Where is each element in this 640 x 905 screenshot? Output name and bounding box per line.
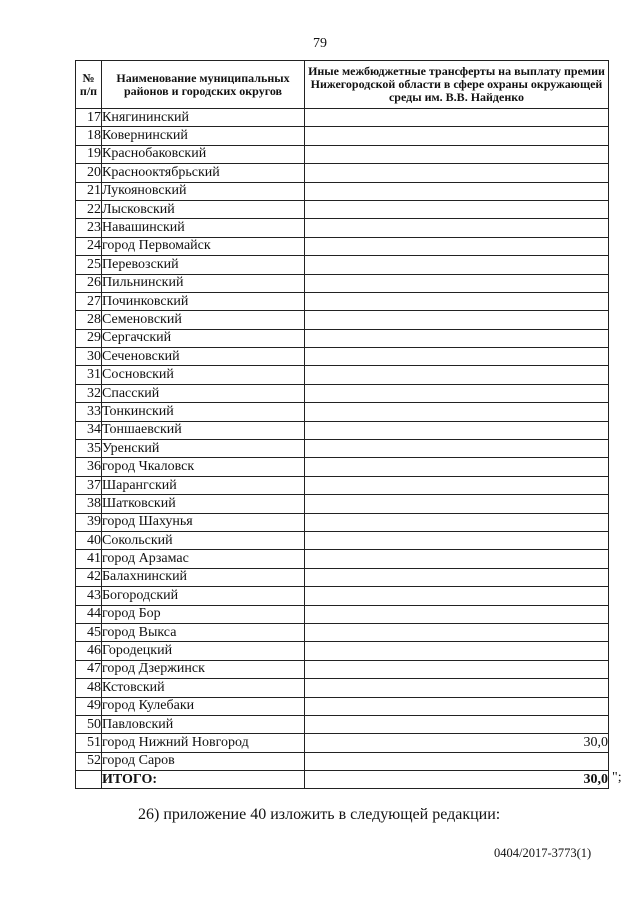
row-name: Краснооктябрьский <box>102 164 305 182</box>
table-row <box>76 458 609 476</box>
row-name: Шарангский <box>102 476 305 494</box>
row-name: Сергачский <box>102 329 305 347</box>
row-value <box>305 219 609 237</box>
row-name: Ковернинский <box>102 127 305 145</box>
table-row <box>76 200 609 218</box>
closing-quote: "; <box>612 770 622 785</box>
row-number: 39 <box>76 513 102 531</box>
row-value <box>305 495 609 513</box>
row-number: 49 <box>76 697 102 715</box>
table-row <box>76 237 609 255</box>
row-name: Уренский <box>102 440 305 458</box>
row-name: Спасский <box>102 384 305 402</box>
row-number: 21 <box>76 182 102 200</box>
row-name: Лысковский <box>102 200 305 218</box>
row-name: Шатковский <box>102 495 305 513</box>
document-code: 0404/2017-3773(1) <box>494 846 592 860</box>
row-number: 32 <box>76 384 102 402</box>
header-num: № п/п <box>76 61 102 109</box>
table-row <box>76 568 609 586</box>
table-row <box>76 292 609 310</box>
table-row <box>76 164 609 182</box>
row-value <box>305 329 609 347</box>
header-value: Иные межбюджетные трансферты на выплату премии Нижегородской области в сфере охраны окружающей среды им. В.В. Найденко <box>305 61 609 109</box>
row-name: город Выкса <box>102 623 305 641</box>
row-number: 28 <box>76 311 102 329</box>
row-value <box>305 660 609 678</box>
row-name: город Чкаловск <box>102 458 305 476</box>
row-number: 38 <box>76 495 102 513</box>
table-row <box>76 182 609 200</box>
row-value <box>305 109 609 127</box>
row-number: 45 <box>76 623 102 641</box>
table-row <box>76 605 609 623</box>
table-row <box>76 256 609 274</box>
row-name: Семеновский <box>102 311 305 329</box>
row-value <box>305 679 609 697</box>
table-row <box>76 109 609 127</box>
row-name: Перевозский <box>102 256 305 274</box>
table-row <box>76 274 609 292</box>
row-value <box>305 715 609 733</box>
row-number: 42 <box>76 568 102 586</box>
table-row <box>76 550 609 568</box>
table-row <box>76 660 609 678</box>
table-row <box>76 476 609 494</box>
row-number: 41 <box>76 550 102 568</box>
row-name: Краснобаковский <box>102 145 305 163</box>
row-name: Кстовский <box>102 679 305 697</box>
row-name: Тонкинский <box>102 403 305 421</box>
row-number: 18 <box>76 127 102 145</box>
row-number: 25 <box>76 256 102 274</box>
row-number: 31 <box>76 366 102 384</box>
row-number: 48 <box>76 679 102 697</box>
table-row <box>76 531 609 549</box>
row-number: 19 <box>76 145 102 163</box>
row-name: город Арзамас <box>102 550 305 568</box>
table-row <box>76 403 609 421</box>
row-number: 51 <box>76 734 102 752</box>
table-row <box>76 145 609 163</box>
row-name: город Нижний Новгород <box>102 734 305 752</box>
row-number: 44 <box>76 605 102 623</box>
row-value <box>305 200 609 218</box>
row-number: 36 <box>76 458 102 476</box>
row-value <box>305 292 609 310</box>
row-value <box>305 605 609 623</box>
row-name: Сеченовский <box>102 348 305 366</box>
row-number: 23 <box>76 219 102 237</box>
row-name: город Дзержинск <box>102 660 305 678</box>
row-number: 47 <box>76 660 102 678</box>
row-value <box>305 164 609 182</box>
row-number: 26 <box>76 274 102 292</box>
table-row <box>76 513 609 531</box>
instruction-text: 26) приложение 40 изложить в следующей редакции: <box>138 806 501 823</box>
row-name: Тоншаевский <box>102 421 305 439</box>
row-name: Лукояновский <box>102 182 305 200</box>
row-number: 20 <box>76 164 102 182</box>
row-number: 52 <box>76 752 102 770</box>
table-row <box>76 384 609 402</box>
row-number: 46 <box>76 642 102 660</box>
row-value <box>305 403 609 421</box>
table-row <box>76 366 609 384</box>
row-name: Навашинский <box>102 219 305 237</box>
row-name: Княгининский <box>102 109 305 127</box>
total-value: 30,0 <box>305 771 609 789</box>
transfers-table <box>75 60 609 789</box>
row-name: Городецкий <box>102 642 305 660</box>
table-row <box>76 752 609 770</box>
row-value <box>305 384 609 402</box>
table-row <box>76 734 609 752</box>
table-row <box>76 642 609 660</box>
row-value <box>305 348 609 366</box>
row-value <box>305 568 609 586</box>
row-number: 24 <box>76 237 102 255</box>
row-value <box>305 274 609 292</box>
row-name: город Бор <box>102 605 305 623</box>
table-row <box>76 679 609 697</box>
row-value <box>305 127 609 145</box>
row-value <box>305 182 609 200</box>
row-number: 34 <box>76 421 102 439</box>
table-row <box>76 311 609 329</box>
page-number: 79 <box>313 36 327 51</box>
row-value <box>305 697 609 715</box>
table-row <box>76 495 609 513</box>
row-value <box>305 623 609 641</box>
table-row <box>76 127 609 145</box>
row-name: город Кулебаки <box>102 697 305 715</box>
row-value <box>305 458 609 476</box>
row-value <box>305 531 609 549</box>
row-number: 27 <box>76 292 102 310</box>
table-body <box>76 109 609 771</box>
table-row <box>76 329 609 347</box>
row-number: 17 <box>76 109 102 127</box>
row-number: 33 <box>76 403 102 421</box>
total-num-cell <box>76 771 102 789</box>
row-name: Павловский <box>102 715 305 733</box>
total-label: ИТОГО: <box>102 771 305 789</box>
row-value <box>305 752 609 770</box>
table-row <box>76 348 609 366</box>
row-number: 50 <box>76 715 102 733</box>
table-row <box>76 219 609 237</box>
row-name: город Первомайск <box>102 237 305 255</box>
row-name: город Шахунья <box>102 513 305 531</box>
row-value <box>305 642 609 660</box>
row-value <box>305 550 609 568</box>
row-value: 30,0 <box>305 734 609 752</box>
total-row <box>76 771 609 789</box>
row-value <box>305 366 609 384</box>
row-number: 30 <box>76 348 102 366</box>
table-row <box>76 623 609 641</box>
row-number: 35 <box>76 440 102 458</box>
table-row <box>76 421 609 439</box>
row-value <box>305 476 609 494</box>
row-name: Сокольский <box>102 531 305 549</box>
row-name: Починковский <box>102 292 305 310</box>
row-value <box>305 237 609 255</box>
row-value <box>305 440 609 458</box>
row-name: Сосновский <box>102 366 305 384</box>
row-name: город Саров <box>102 752 305 770</box>
table-row <box>76 587 609 605</box>
row-value <box>305 421 609 439</box>
row-name: Богородский <box>102 587 305 605</box>
row-value <box>305 311 609 329</box>
row-value <box>305 587 609 605</box>
row-value <box>305 513 609 531</box>
row-name: Пильнинский <box>102 274 305 292</box>
table-row <box>76 440 609 458</box>
row-name: Балахнинский <box>102 568 305 586</box>
table-row <box>76 697 609 715</box>
row-number: 22 <box>76 200 102 218</box>
header-name: Наименование муниципальных районов и городских округов <box>102 61 305 109</box>
table-header-row <box>76 61 609 109</box>
row-number: 37 <box>76 476 102 494</box>
row-value <box>305 256 609 274</box>
row-value <box>305 145 609 163</box>
row-number: 43 <box>76 587 102 605</box>
table-row <box>76 715 609 733</box>
row-number: 40 <box>76 531 102 549</box>
row-number: 29 <box>76 329 102 347</box>
